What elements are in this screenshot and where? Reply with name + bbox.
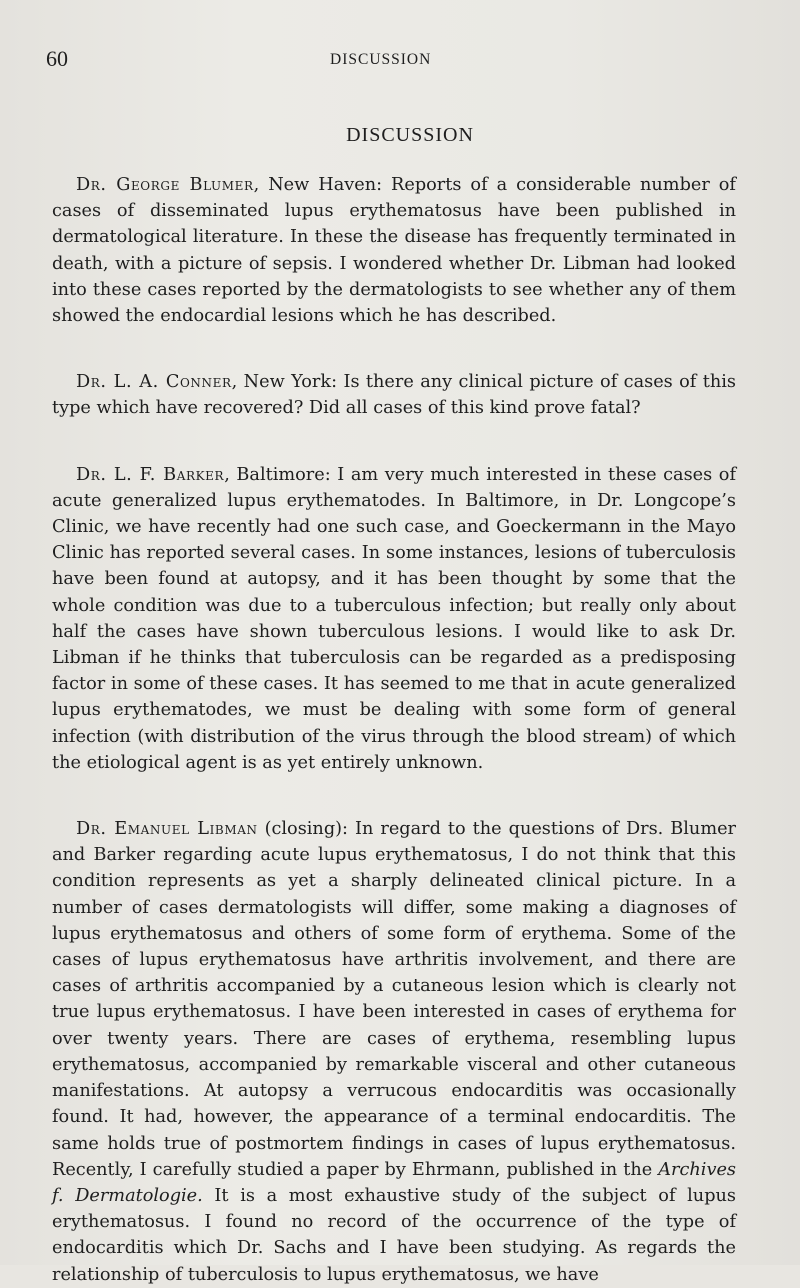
speaker-name: Dr. George Blumer <box>76 175 254 195</box>
paragraph-gap <box>52 422 736 462</box>
paragraph-blumer <box>52 172 736 329</box>
paragraph-text: Is there any clinical picture of cases of this type which have recovered? Did all cases of this kind prove fatal? <box>52 372 736 419</box>
section-title: DISCUSSION <box>346 124 474 146</box>
speaker-location: (closing): <box>257 819 349 840</box>
discussion-body <box>52 172 736 1288</box>
speaker-location: , New Haven: <box>253 175 383 195</box>
paragraph-text: In regard to the questions of Drs. Blumer and Barker regarding acute lupus erythematosus, I do not think that this condition represents as yet a sharply delineated clinical picture. In a number of cases dermatologists will differ, some making a diagnoses of lupus erythematosus and others of some form of erythema. Some of the cases of lupus erythematosus have arthritis involvement, and there are cases of arthritis accompanied by a cutaneous lesion which is clearly not true lupus erythematosus. I have been interested in cases of erythema for over twenty years. There are cases of erythema, resembling lupus erythematosus, accompanied by remarkable visceral and other cutaneous manifestations. At autopsy a verrucous endocarditis was occasionally found. It had, however, the appearance of a terminal endocarditis. The same holds true of postmortem findings in cases of lupus erythematosus. Recently, I carefully studied a paper by Ehrmann, published in the <box>52 819 737 1180</box>
paragraph-text: I am very much interested in these cases of acute generalized lupus erythematodes. In Baltimore, in Dr. Longcope’s Clinic, we have recently had one such case, and Goeckermann in the Mayo Clinic has reported several cases. In some instances, lesions of tuberculosis have been found at autopsy, and it has been thought by some that the whole condition was due to a tuberculous infection; but really only about half the cases have shown tuberculous lesions. I would like to ask Dr. Libman if he thinks that tuberculosis can be regarded as a predisposing factor in some of these cases. It has seemed to me that in acute generalized lupus erythematodes, we must be dealing with some form of general infection (with distribution of the virus through the blood stream) of which the etiological agent is as yet entirely unknown. <box>52 464 737 773</box>
paragraph-text-continued: It is a most exhaustive study of the subject of lupus erythematosus. I found no record of the occurrence of the type of endocarditis which Dr. Sachs and I have been studying. As regards the relationship of tuberculosis to lupus erythematosus, we have <box>52 1185 736 1285</box>
speaker-name: Dr. Emanuel Libman <box>76 819 258 840</box>
paragraph-barker <box>52 462 736 776</box>
speaker-location: , New York: <box>231 372 338 393</box>
page-number: 60 <box>46 46 68 71</box>
paragraph-conner <box>52 369 736 421</box>
running-header <box>46 46 760 76</box>
speaker-name: Dr. L. A. Conner <box>76 372 232 393</box>
running-title: DISCUSSION <box>330 51 432 68</box>
paragraph-libman <box>52 816 736 1288</box>
paragraph-gap <box>52 776 736 816</box>
speaker-location: , Baltimore: <box>224 464 331 485</box>
speaker-name: Dr. L. F. Barker <box>76 464 225 485</box>
journal-title: Archives f. Dermatologie. <box>52 1159 736 1206</box>
paragraph-text: Reports of a considerable number of cases of disseminated lupus erythematosus have been published in dermatological literature. In these the disease has frequently terminated in death, with a picture of sepsis. I wondered whether Dr. Libman had looked into these cases reported by the dermatologists to see whether any of them showed the endocardial lesions which he has described. <box>52 175 736 327</box>
paragraph-gap <box>52 329 736 369</box>
